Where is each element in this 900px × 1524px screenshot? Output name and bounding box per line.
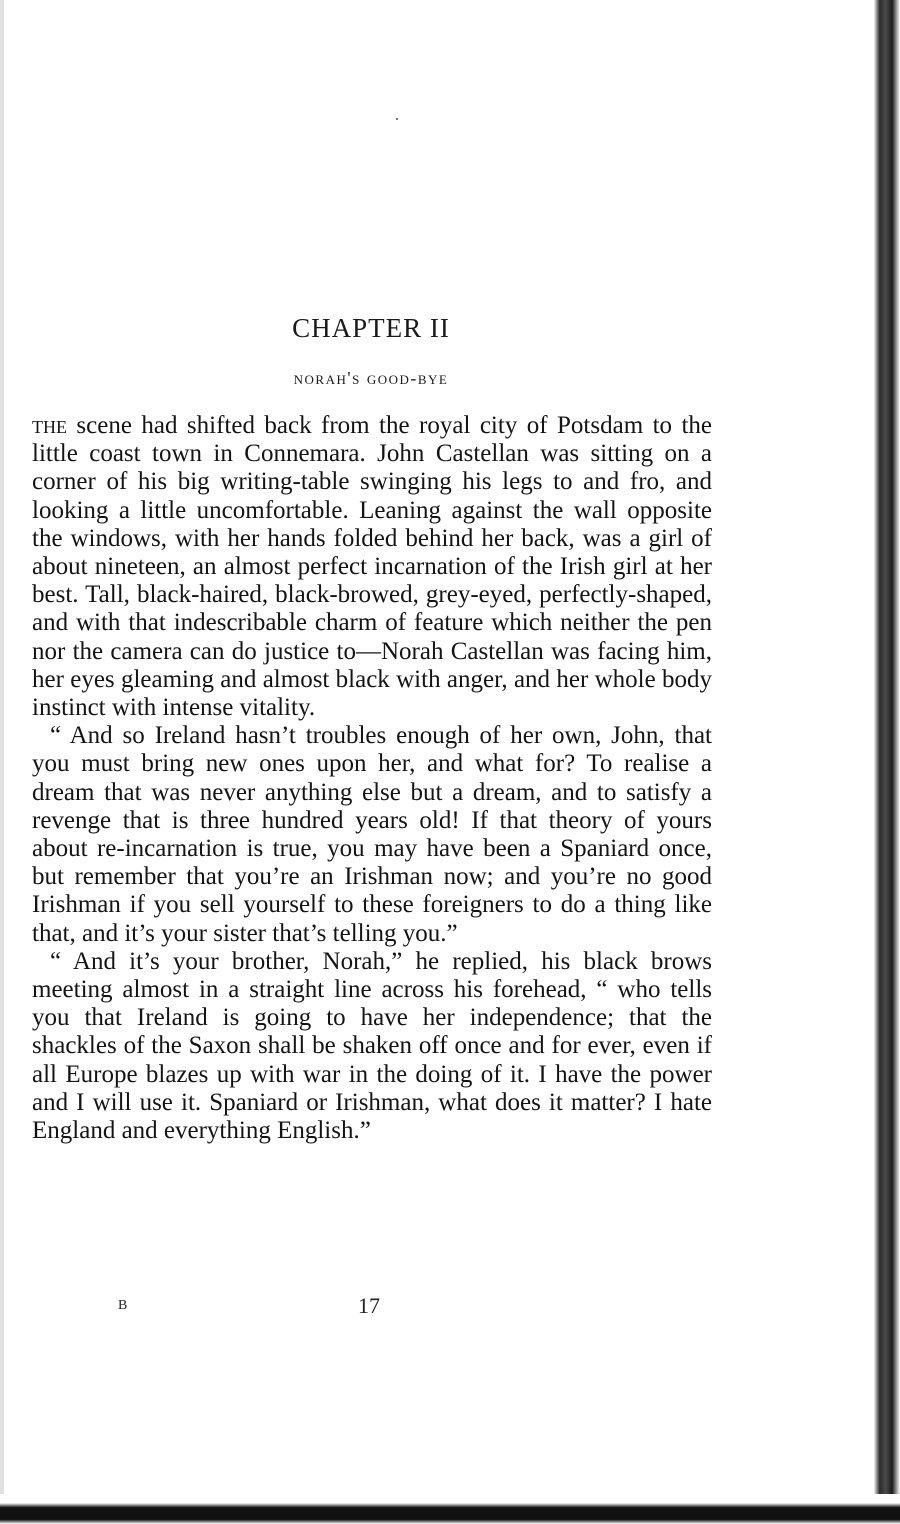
paragraph-1-lead: the	[32, 412, 67, 439]
chapter-subtitle: norah's good-bye	[293, 368, 449, 388]
paragraph-1-text: scene had shifted back from the royal city of Potsdam to the little coast town in Connemara. John Castellan was sitting on a corner of his big writing-table swinging his legs to and fro, and looking a little uncomfortable. Leaning against the wall opposite the windows, with her hands folded behind her back, was a girl of about nineteen, an almost perfect incarnation of the Irish girl at her best. Tall, black-haired, black-browed, grey-eyed, perfectly-shaped, and with that indescribable charm of feature which neither the pen nor the camera can do justice to—Norah Castellan was facing him, her eyes gleaming and almost black with anger, and her whole body instinct with intense vitality.	[32, 412, 712, 722]
body-text	[32, 412, 712, 1145]
page-bottom-edge	[0, 1494, 900, 1524]
paragraph-2: “ And so Ireland hasn’t troubles enough of her own, John, that you must bring new ones upon her, and what for? To realise a dream that was never anything else but a dream, and to satisfy a revenge that is three hundred years old! If that theory of yours about re-incarnation is true, you may have been a Spaniard once, but remember that you’re an Irishman now; and you’re no good Irishman if you sell yourself to these foreigners to do a thing like that, and it’s your sister that’s telling you.”	[32, 722, 712, 947]
signature-mark: B	[118, 1298, 128, 1313]
paragraph-3: “ And it’s your brother, Norah,” he replied, his black brows meeting almost in a straight line across his forehead, “ who tells you that Ireland is going to have her independence; that the shackles of the Saxon shall be shaken off once and for ever, even if all Europe blazes up with war in the doing of it. I have the power and I will use it. Spaniard or Irishman, what does it matter? I hate England and everything English.”	[32, 947, 712, 1145]
scan-speck	[396, 118, 398, 120]
page-right-edge	[874, 0, 900, 1524]
page-left-edge	[0, 0, 4, 1524]
chapter-title: CHAPTER II	[292, 313, 450, 343]
paragraph-1	[32, 412, 712, 722]
page-number: 17	[358, 1293, 380, 1318]
